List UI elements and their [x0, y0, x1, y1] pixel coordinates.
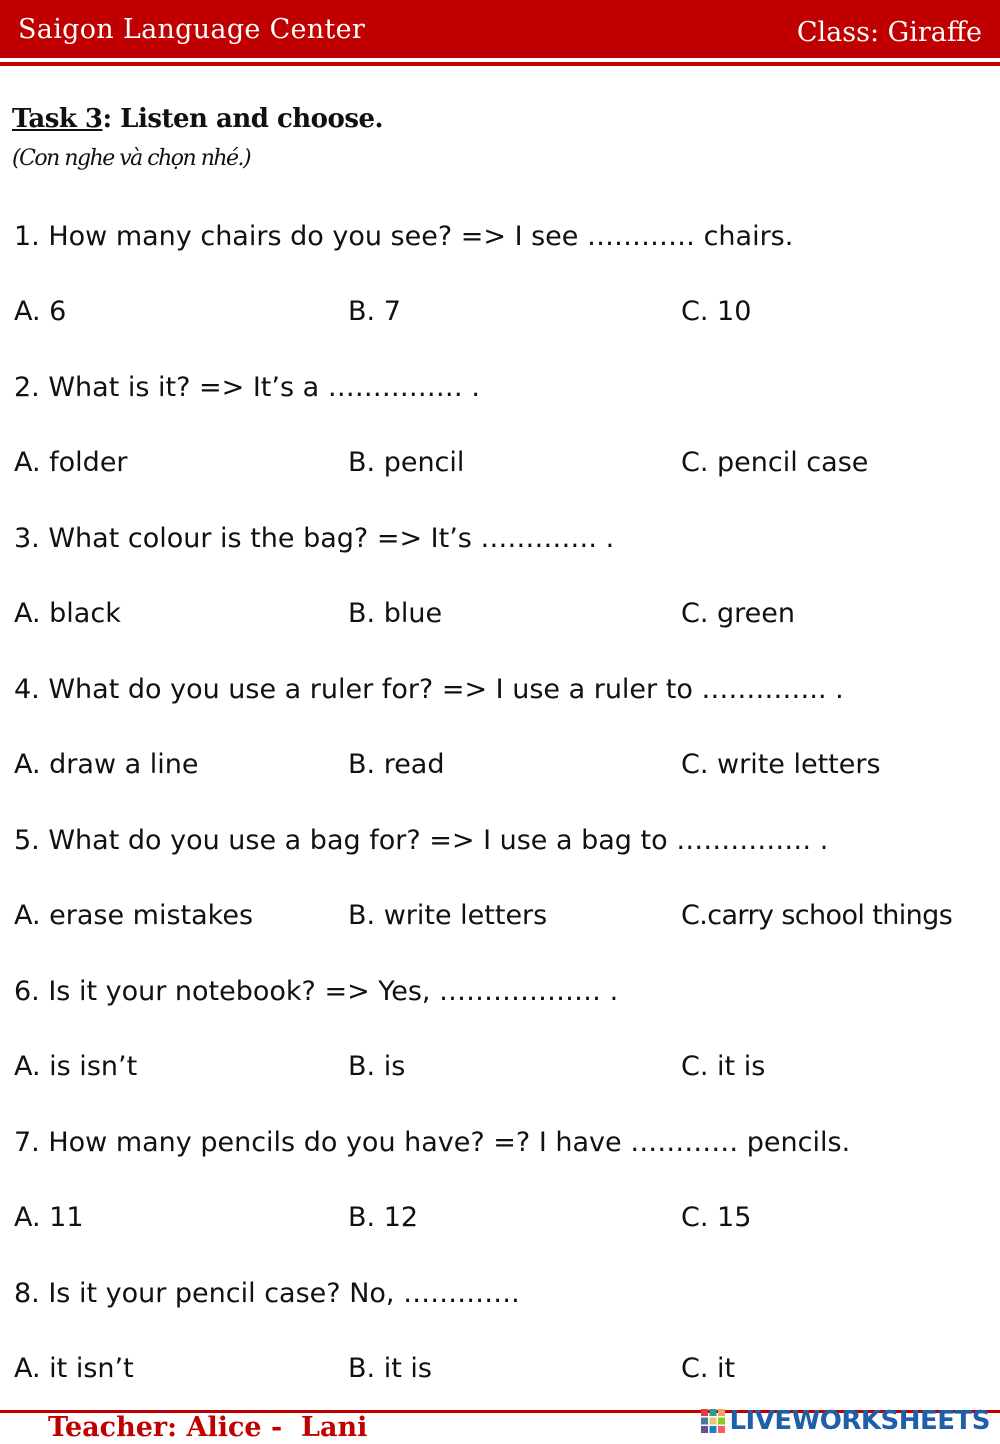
school-name: Saigon Language Center — [18, 14, 366, 45]
q2-option-a[interactable]: A. folder — [14, 447, 128, 478]
class-label: Class: Giraffe — [796, 17, 982, 48]
q7-option-a[interactable]: A. 11 — [14, 1202, 84, 1233]
q4-option-a[interactable]: A. draw a line — [14, 749, 199, 780]
question-3: 3. What colour is the bag? => It’s …………. . — [14, 523, 615, 554]
task-subtitle: (Con nghe và chọn nhé.) — [12, 146, 251, 171]
question-7: 7. How many pencils do you have? =? I have ………… pencils. — [14, 1127, 851, 1158]
question-6: 6. Is it your notebook? => Yes, ……………… . — [14, 976, 619, 1007]
q6-option-a[interactable]: A. is isn’t — [14, 1051, 138, 1082]
q7-option-c[interactable]: C. 15 — [681, 1202, 752, 1233]
q6-option-c[interactable]: C. it is — [681, 1051, 766, 1082]
q4-option-b[interactable]: B. read — [348, 749, 445, 780]
teacher-name: Teacher: Alice - Lani — [48, 1412, 368, 1443]
q1-option-c[interactable]: C. 10 — [681, 296, 752, 327]
liveworksheets-logo[interactable] — [700, 1406, 990, 1436]
task-title: : Listen and choose. — [102, 104, 384, 134]
q1-option-a[interactable]: A. 6 — [14, 296, 67, 327]
q5-option-a[interactable]: A. erase mistakes — [14, 900, 254, 931]
task-number: Task 3 — [12, 104, 103, 134]
question-5: 5. What do you use a bag for? => I use a bag to …………… . — [14, 825, 829, 856]
question-8: 8. Is it your pencil case? No, …………. — [14, 1278, 520, 1309]
q3-option-b[interactable]: B. blue — [348, 598, 443, 629]
liveworksheets-logo-text: LIVEWORKSHEETS — [729, 1406, 990, 1436]
q2-option-b[interactable]: B. pencil — [348, 447, 465, 478]
q7-option-b[interactable]: B. 12 — [348, 1202, 419, 1233]
q3-option-a[interactable]: A. black — [14, 598, 121, 629]
q3-option-c[interactable]: C. green — [681, 598, 795, 629]
header-divider — [0, 62, 1000, 66]
q5-option-b[interactable]: B. write letters — [348, 900, 548, 931]
task-heading — [12, 104, 383, 134]
q1-option-b[interactable]: B. 7 — [348, 296, 401, 327]
q8-option-c[interactable]: C. it — [681, 1353, 736, 1384]
q2-option-c[interactable]: C. pencil case — [681, 447, 869, 478]
q6-option-b[interactable]: B. is — [348, 1051, 406, 1082]
q4-option-c[interactable]: C. write letters — [681, 749, 881, 780]
question-4: 4. What do you use a ruler for? => I use a ruler to ………….. . — [14, 674, 844, 705]
header-bar — [0, 0, 1000, 58]
question-1: 1. How many chairs do you see? => I see ………… chairs. — [14, 221, 794, 252]
liveworksheets-logo-icon — [700, 1408, 726, 1434]
question-2: 2. What is it? => It’s a …………… . — [14, 372, 480, 403]
q8-option-b[interactable]: B. it is — [348, 1353, 432, 1384]
q8-option-a[interactable]: A. it isn’t — [14, 1353, 134, 1384]
q5-option-c[interactable]: C.carry school things — [681, 900, 953, 931]
